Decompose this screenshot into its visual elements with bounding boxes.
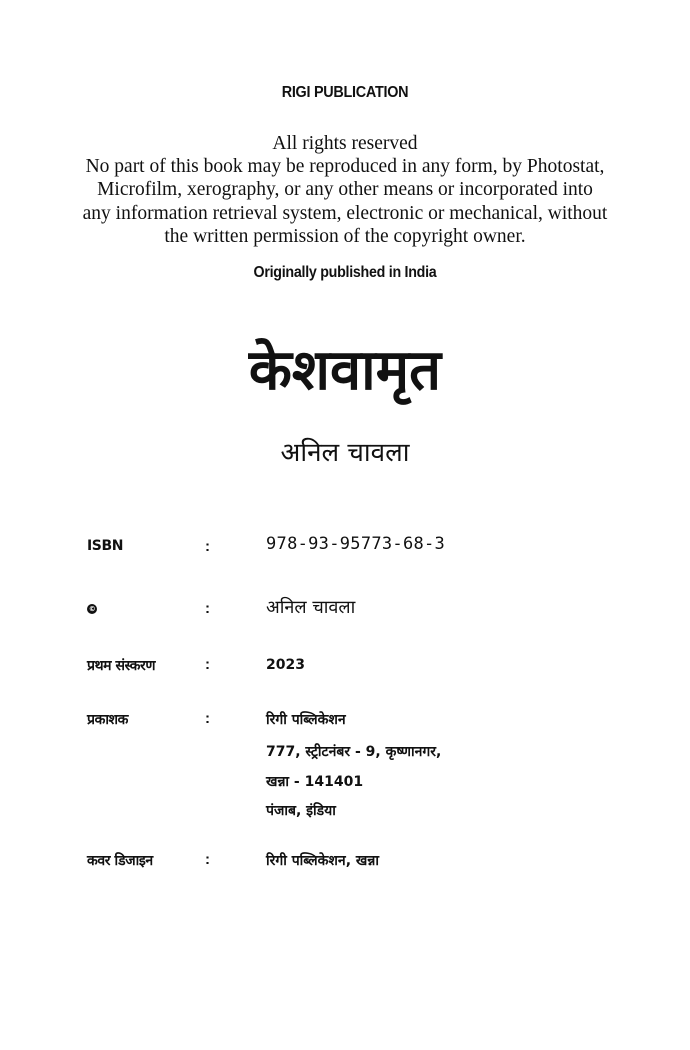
rights-notice xyxy=(0,132,690,248)
origin-statement: Originally published in India xyxy=(253,264,437,281)
isbn-row xyxy=(0,534,690,564)
publisher-address-line: पंजाब, इंडिया xyxy=(266,803,336,819)
colon: : xyxy=(205,851,210,868)
copyright-holder: अनिल चावला xyxy=(266,597,356,618)
edition-row xyxy=(0,656,690,686)
rights-line: the written permission of the copyright owner. xyxy=(164,225,526,247)
publisher-address-line: खन्ना - 141401 xyxy=(266,774,364,790)
copyright-icon: © xyxy=(88,605,96,613)
cover-design-row xyxy=(0,851,690,881)
publisher-label: प्रकाशक xyxy=(87,712,129,728)
book-title: केशवामृत xyxy=(248,338,442,403)
colon: : xyxy=(205,656,210,673)
publisher-heading: RIGI PUBLICATION xyxy=(281,84,409,101)
author-name: अनिल चावला xyxy=(280,438,410,468)
edition-label: प्रथम संस्करण xyxy=(87,658,156,674)
rights-line: Microfilm, xerography, or any other means or incorporated into xyxy=(97,179,593,201)
edition-year: 2023 xyxy=(266,657,305,673)
rights-line: No part of this book may be reproduced in any form, by Photostat, xyxy=(85,156,605,178)
colon: : xyxy=(205,710,210,727)
rights-line: All rights reserved xyxy=(272,133,418,154)
copyright-row xyxy=(0,595,690,625)
publisher-name: रिगी पब्लिकेशन xyxy=(266,712,346,728)
publisher-row xyxy=(0,710,690,740)
isbn-value: 978-93-95773-68-3 xyxy=(266,534,446,554)
isbn-label: ISBN xyxy=(87,538,124,554)
cover-design-label: कवर डिजाइन xyxy=(87,853,153,869)
rights-line: any information retrieval system, electronic or mechanical, without xyxy=(82,202,608,224)
publisher-address-line: 777, स्ट्रीटनंबर - 9, कृष्णानगर, xyxy=(266,744,442,760)
cover-design-value: रिगी पब्लिकेशन, खन्ना xyxy=(266,853,379,869)
colon: : xyxy=(205,538,210,555)
colon: : xyxy=(205,600,210,617)
